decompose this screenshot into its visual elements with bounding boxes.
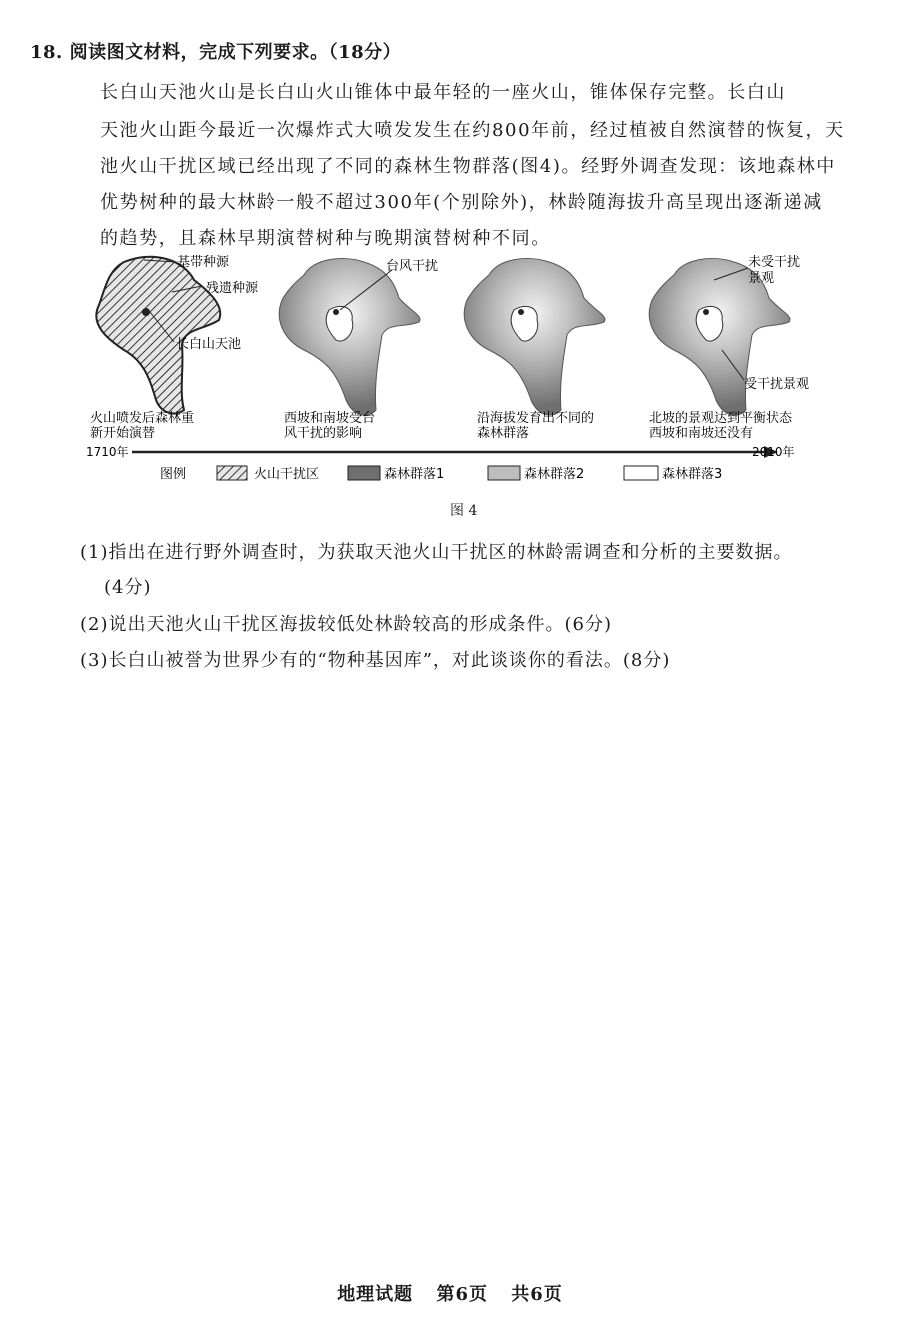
legend-swatch-light bbox=[488, 466, 520, 480]
label-typhoon: 台风干扰 bbox=[386, 259, 439, 274]
timeline bbox=[86, 444, 795, 459]
stage-caption: 沿海拔发育出不同的 bbox=[477, 411, 595, 426]
legend bbox=[160, 466, 722, 482]
legend-label: 火山干扰区 bbox=[254, 467, 320, 482]
stage-caption: 火山喷发后森林重 bbox=[90, 411, 195, 426]
label-tianchi: 长白山天池 bbox=[176, 337, 242, 352]
map-stage-3 bbox=[464, 258, 605, 415]
legend-label: 森林群落2 bbox=[524, 467, 585, 482]
paragraph-line: 优势树种的最大林龄一般不超过300年(个别除外)，林龄随海拔升高呈现出逐渐递减 bbox=[100, 192, 823, 213]
map-stage-4 bbox=[649, 254, 809, 415]
stage-caption: 风干扰的影响 bbox=[284, 426, 363, 441]
tianchi-point bbox=[142, 308, 150, 316]
sub-question-1-score: (4分) bbox=[104, 577, 152, 598]
forest-area bbox=[279, 258, 420, 415]
map-stage-1 bbox=[96, 254, 259, 413]
label-undisturbed: 未受干扰 bbox=[748, 255, 801, 270]
stage-caption: 森林群落 bbox=[477, 426, 530, 441]
paragraph-line: 池火山干扰区域已经出现了不同的森林生物群落(图4)。经野外调查发现：该地森林中 bbox=[100, 156, 836, 177]
timeline-end: 2010年 bbox=[752, 445, 795, 459]
paragraph-line: 的趋势，且森林早期演替树种与晚期演替树种不同。 bbox=[100, 228, 551, 249]
page-footer bbox=[0, 1280, 900, 1306]
legend-swatch-hatch bbox=[217, 466, 247, 480]
stage-caption: 西坡和南坡还没有 bbox=[649, 426, 754, 441]
paragraph-line: 长白山天池火山是长白山火山锥体中最年轻的一座火山，锥体保存完整。长白山 bbox=[100, 82, 786, 103]
label-landscape: 景观 bbox=[748, 271, 775, 286]
legend-swatch-dark bbox=[348, 466, 380, 480]
label-relict-source: 残遗种源 bbox=[206, 281, 259, 296]
forest-area bbox=[464, 258, 605, 415]
legend-label: 森林群落1 bbox=[384, 467, 445, 482]
legend-title: 图例 bbox=[160, 467, 187, 482]
label-base-source: 基带种源 bbox=[177, 255, 230, 270]
legend-label: 森林群落3 bbox=[662, 467, 723, 482]
footer-subject: 地理试题 bbox=[337, 1284, 414, 1305]
label-disturbed-landscape: 受干扰景观 bbox=[744, 377, 810, 392]
sub-question-3: (3)长白山被誉为世界少有的“物种基因库”，对此谈谈你的看法。(8分) bbox=[80, 650, 671, 671]
timeline-start: 1710年 bbox=[86, 445, 129, 459]
stage-captions bbox=[90, 410, 793, 441]
sub-question-2: (2)说出天池火山干扰区海拔较低处林龄较高的形成条件。(6分) bbox=[80, 614, 612, 635]
sub-question-1: (1)指出在进行野外调查时，为获取天池火山干扰区的林龄需调查和分析的主要数据。 bbox=[80, 542, 793, 563]
stage-caption: 西坡和南坡受台 bbox=[284, 411, 376, 426]
map-stage-2 bbox=[279, 258, 438, 415]
paragraph-line: 天池火山距今最近一次爆炸式大喷发发生在约800年前，经过植被自然演替的恢复，天 bbox=[100, 120, 845, 141]
figure-caption: 图 4 bbox=[450, 503, 478, 519]
stage-caption: 北坡的景观达到平衡状态 bbox=[649, 411, 793, 426]
legend-swatch-white bbox=[624, 466, 658, 480]
footer-page: 第6页 bbox=[436, 1284, 488, 1305]
footer-total: 共6页 bbox=[511, 1284, 563, 1305]
stage-caption: 新开始演替 bbox=[90, 426, 156, 441]
volcanic-disturbance-area bbox=[96, 257, 220, 414]
question-title: 18. 阅读图文材料，完成下列要求。（18分） bbox=[30, 42, 402, 63]
figure-4 bbox=[84, 250, 824, 500]
